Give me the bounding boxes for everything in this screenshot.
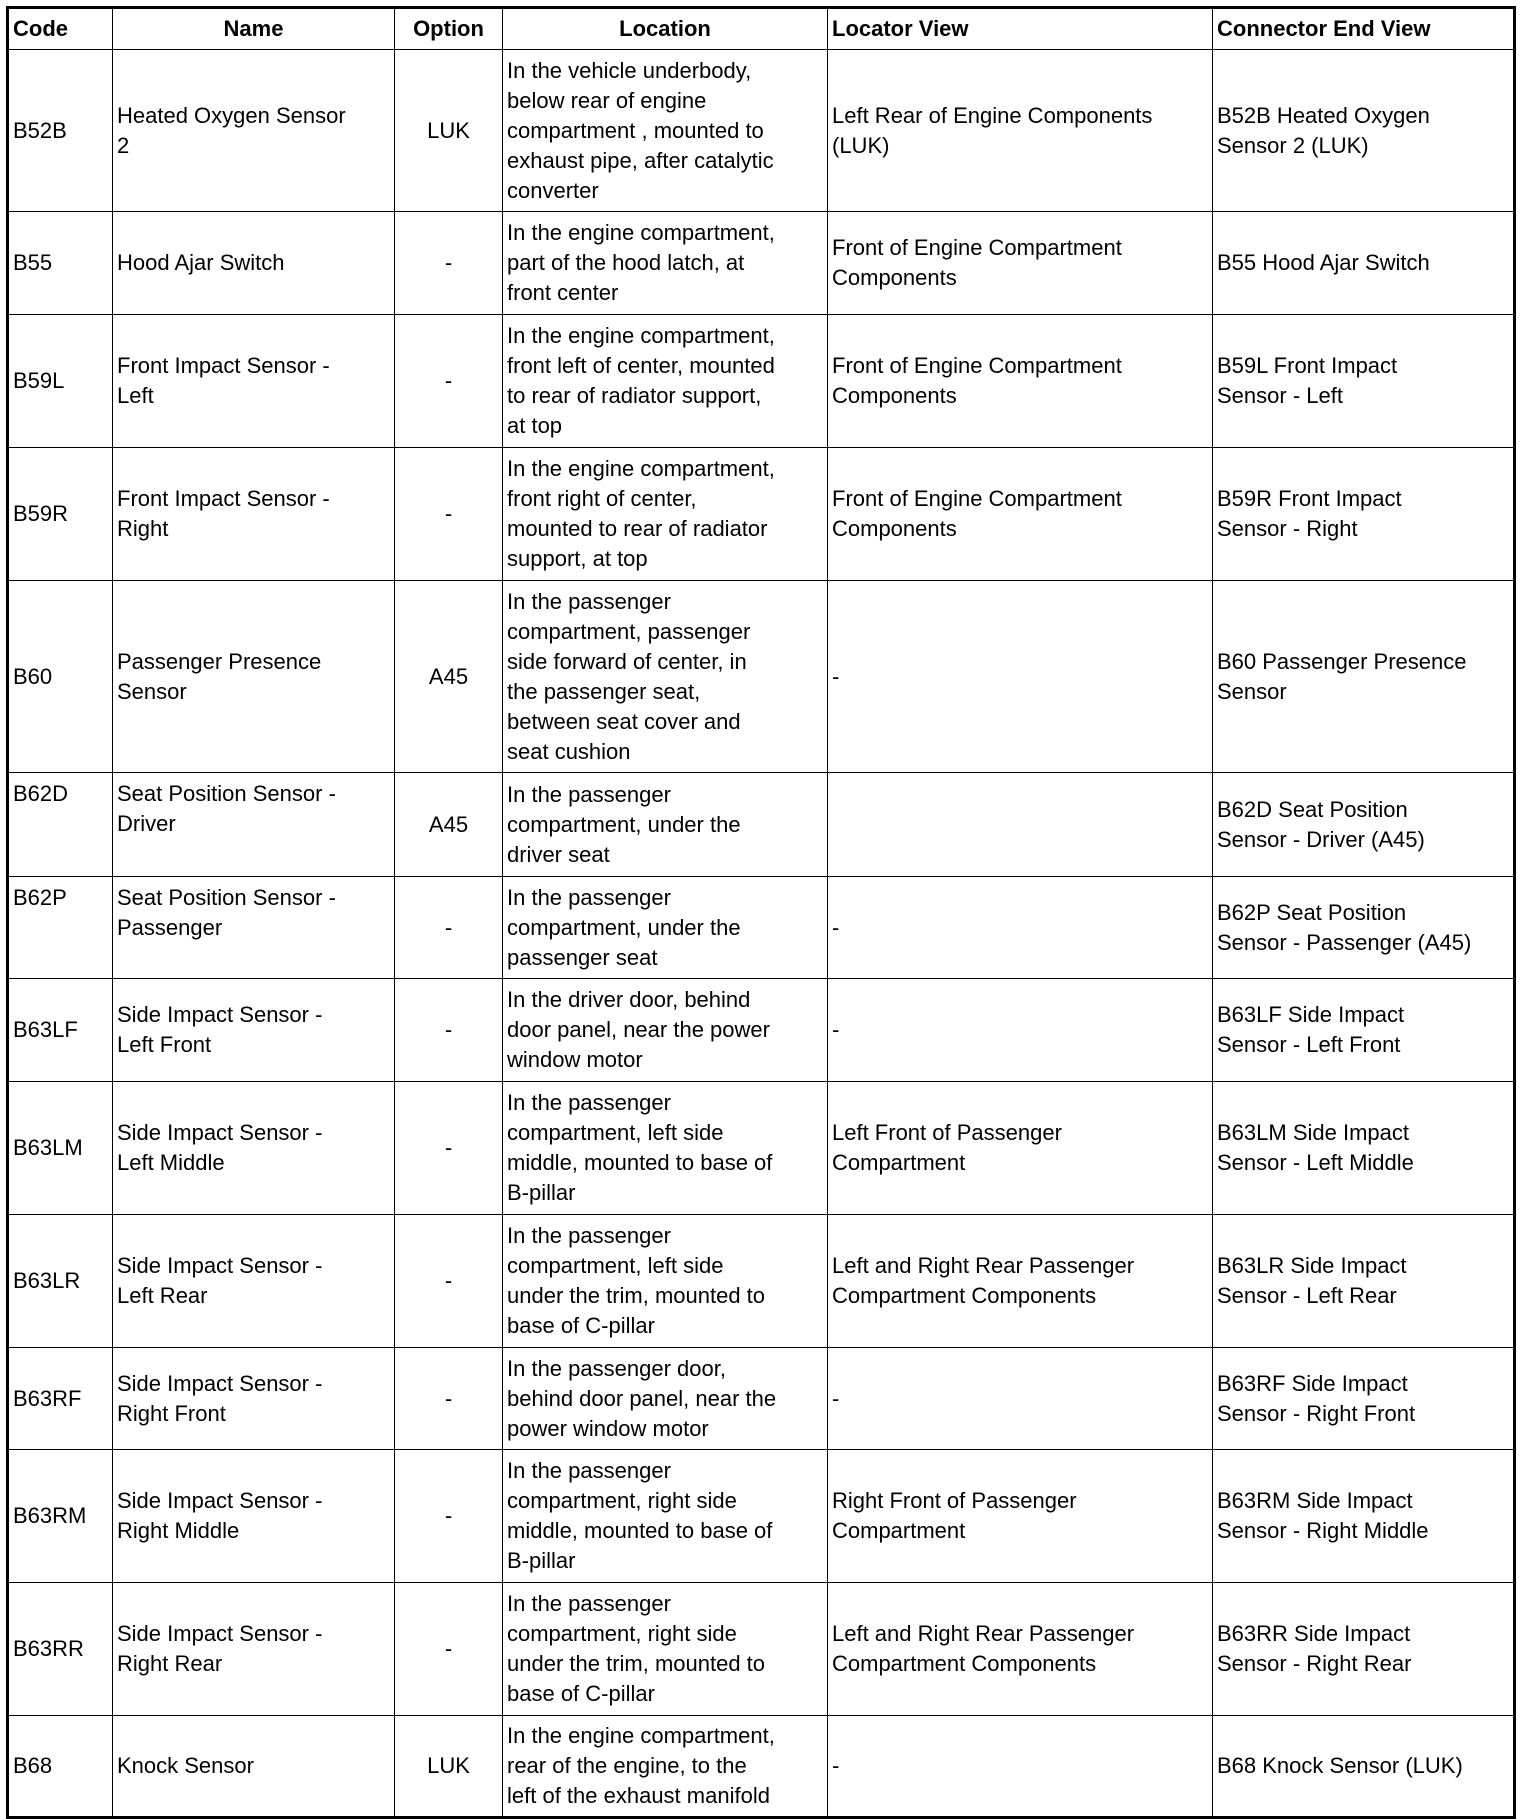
location-cell: In the engine compartment, front right of center, mounted to rear of radiator support, at top: [503, 448, 828, 581]
locator-view-cell: -: [828, 877, 1213, 979]
option-cell: A45: [395, 581, 503, 773]
header-locator-view: Locator View: [828, 8, 1213, 50]
locator-view-cell: Left and Right Rear Passenger Compartment Components: [828, 1583, 1213, 1716]
location-cell: In the engine compartment, part of the hood latch, at front center: [503, 212, 828, 315]
option-cell: -: [395, 315, 503, 448]
locator-view-cell: Left Rear of Engine Components (LUK): [828, 50, 1213, 212]
locator-view-cell: Right Front of Passenger Compartment: [828, 1450, 1213, 1583]
connector-end-view-cell: B63LF Side Impact Sensor - Left Front: [1213, 979, 1515, 1082]
location-cell: In the passenger compartment, passenger side forward of center, in the passenger seat, between seat cover and seat cushion: [503, 581, 828, 773]
table-row: [8, 877, 1515, 979]
connector-end-view-cell: B55 Hood Ajar Switch: [1213, 212, 1515, 315]
option-cell: -: [395, 1082, 503, 1215]
connector-end-view-cell: B63RR Side Impact Sensor - Right Rear: [1213, 1583, 1515, 1716]
locator-view-cell: -: [828, 1348, 1213, 1450]
connector-end-view-cell: B62D Seat Position Sensor - Driver (A45): [1213, 773, 1515, 877]
connector-end-view-cell: B59L Front Impact Sensor - Left: [1213, 315, 1515, 448]
name-cell: Passenger Presence Sensor: [113, 581, 395, 773]
table-row: [8, 1583, 1515, 1716]
connector-end-view-cell: B60 Passenger Presence Sensor: [1213, 581, 1515, 773]
table-row: [8, 1215, 1515, 1348]
name-cell: Side Impact Sensor - Left Front: [113, 979, 395, 1082]
location-cell: In the passenger compartment, under the driver seat: [503, 773, 828, 877]
name-cell: Side Impact Sensor - Left Middle: [113, 1082, 395, 1215]
option-cell: -: [395, 1450, 503, 1583]
option-cell: -: [395, 1215, 503, 1348]
locator-view-cell: -: [828, 1716, 1213, 1818]
locator-view-cell: Left Front of Passenger Compartment: [828, 1082, 1213, 1215]
header-connector-end-view: Connector End View: [1213, 8, 1515, 50]
table-row: [8, 581, 1515, 773]
location-cell: In the passenger compartment, under the passenger seat: [503, 877, 828, 979]
table-row: [8, 1082, 1515, 1215]
locator-view-cell: Front of Engine Compartment Components: [828, 315, 1213, 448]
option-cell: A45: [395, 773, 503, 877]
component-locator-table: [6, 6, 1516, 1819]
code-cell: B59L: [8, 315, 113, 448]
name-cell: Side Impact Sensor - Right Front: [113, 1348, 395, 1450]
code-cell: B63LF: [8, 979, 113, 1082]
location-cell: In the driver door, behind door panel, near the power window motor: [503, 979, 828, 1082]
code-cell: B55: [8, 212, 113, 315]
connector-end-view-cell: B59R Front Impact Sensor - Right: [1213, 448, 1515, 581]
location-cell: In the passenger compartment, left side under the trim, mounted to base of C-pillar: [503, 1215, 828, 1348]
location-cell: In the engine compartment, rear of the engine, to the left of the exhaust manifold: [503, 1716, 828, 1818]
name-cell: Side Impact Sensor - Right Middle: [113, 1450, 395, 1583]
table-row: [8, 50, 1515, 212]
name-cell: Side Impact Sensor - Left Rear: [113, 1215, 395, 1348]
locator-view-cell: -: [828, 581, 1213, 773]
code-cell: B52B: [8, 50, 113, 212]
table-row: [8, 1716, 1515, 1818]
connector-end-view-cell: B62P Seat Position Sensor - Passenger (A45): [1213, 877, 1515, 979]
code-cell: B63LM: [8, 1082, 113, 1215]
name-cell: Knock Sensor: [113, 1716, 395, 1818]
table-row: [8, 773, 1515, 877]
connector-end-view-cell: B63RM Side Impact Sensor - Right Middle: [1213, 1450, 1515, 1583]
option-cell: LUK: [395, 50, 503, 212]
location-cell: In the vehicle underbody, below rear of engine compartment , mounted to exhaust pipe, after catalytic converter: [503, 50, 828, 212]
code-cell: B68: [8, 1716, 113, 1818]
locator-view-cell: Front of Engine Compartment Components: [828, 448, 1213, 581]
connector-end-view-cell: B52B Heated Oxygen Sensor 2 (LUK): [1213, 50, 1515, 212]
option-cell: -: [395, 877, 503, 979]
table-row: [8, 315, 1515, 448]
name-cell: Hood Ajar Switch: [113, 212, 395, 315]
option-cell: -: [395, 979, 503, 1082]
name-cell: Side Impact Sensor - Right Rear: [113, 1583, 395, 1716]
code-cell: B60: [8, 581, 113, 773]
name-cell: Front Impact Sensor - Left: [113, 315, 395, 448]
option-cell: -: [395, 448, 503, 581]
option-cell: LUK: [395, 1716, 503, 1818]
name-cell: Seat Position Sensor - Passenger: [113, 877, 395, 979]
connector-end-view-cell: B63LR Side Impact Sensor - Left Rear: [1213, 1215, 1515, 1348]
header-row: [8, 8, 1515, 50]
connector-end-view-cell: B63RF Side Impact Sensor - Right Front: [1213, 1348, 1515, 1450]
code-cell: B63RR: [8, 1583, 113, 1716]
table-row: [8, 1450, 1515, 1583]
header-name: Name: [113, 8, 395, 50]
header-option: Option: [395, 8, 503, 50]
location-cell: In the passenger door, behind door panel, near the power window motor: [503, 1348, 828, 1450]
name-cell: Heated Oxygen Sensor 2: [113, 50, 395, 212]
code-cell: B62P: [8, 877, 113, 979]
code-cell: B62D: [8, 773, 113, 877]
code-cell: B63RF: [8, 1348, 113, 1450]
locator-view-cell: Left and Right Rear Passenger Compartment Components: [828, 1215, 1213, 1348]
location-cell: In the passenger compartment, left side middle, mounted to base of B-pillar: [503, 1082, 828, 1215]
table-row: [8, 212, 1515, 315]
connector-end-view-cell: B63LM Side Impact Sensor - Left Middle: [1213, 1082, 1515, 1215]
table-row: [8, 979, 1515, 1082]
option-cell: -: [395, 1583, 503, 1716]
location-cell: In the passenger compartment, right side middle, mounted to base of B-pillar: [503, 1450, 828, 1583]
name-cell: Seat Position Sensor - Driver: [113, 773, 395, 877]
locator-view-cell: -: [828, 979, 1213, 1082]
locator-view-cell: Front of Engine Compartment Components: [828, 212, 1213, 315]
option-cell: -: [395, 1348, 503, 1450]
table-row: [8, 1348, 1515, 1450]
connector-end-view-cell: B68 Knock Sensor (LUK): [1213, 1716, 1515, 1818]
header-location: Location: [503, 8, 828, 50]
name-cell: Front Impact Sensor - Right: [113, 448, 395, 581]
code-cell: B59R: [8, 448, 113, 581]
locator-view-cell: [828, 773, 1213, 877]
header-code: Code: [8, 8, 113, 50]
location-cell: In the passenger compartment, right side under the trim, mounted to base of C-pillar: [503, 1583, 828, 1716]
option-cell: -: [395, 212, 503, 315]
code-cell: B63LR: [8, 1215, 113, 1348]
table-row: [8, 448, 1515, 581]
location-cell: In the engine compartment, front left of center, mounted to rear of radiator support, at top: [503, 315, 828, 448]
code-cell: B63RM: [8, 1450, 113, 1583]
